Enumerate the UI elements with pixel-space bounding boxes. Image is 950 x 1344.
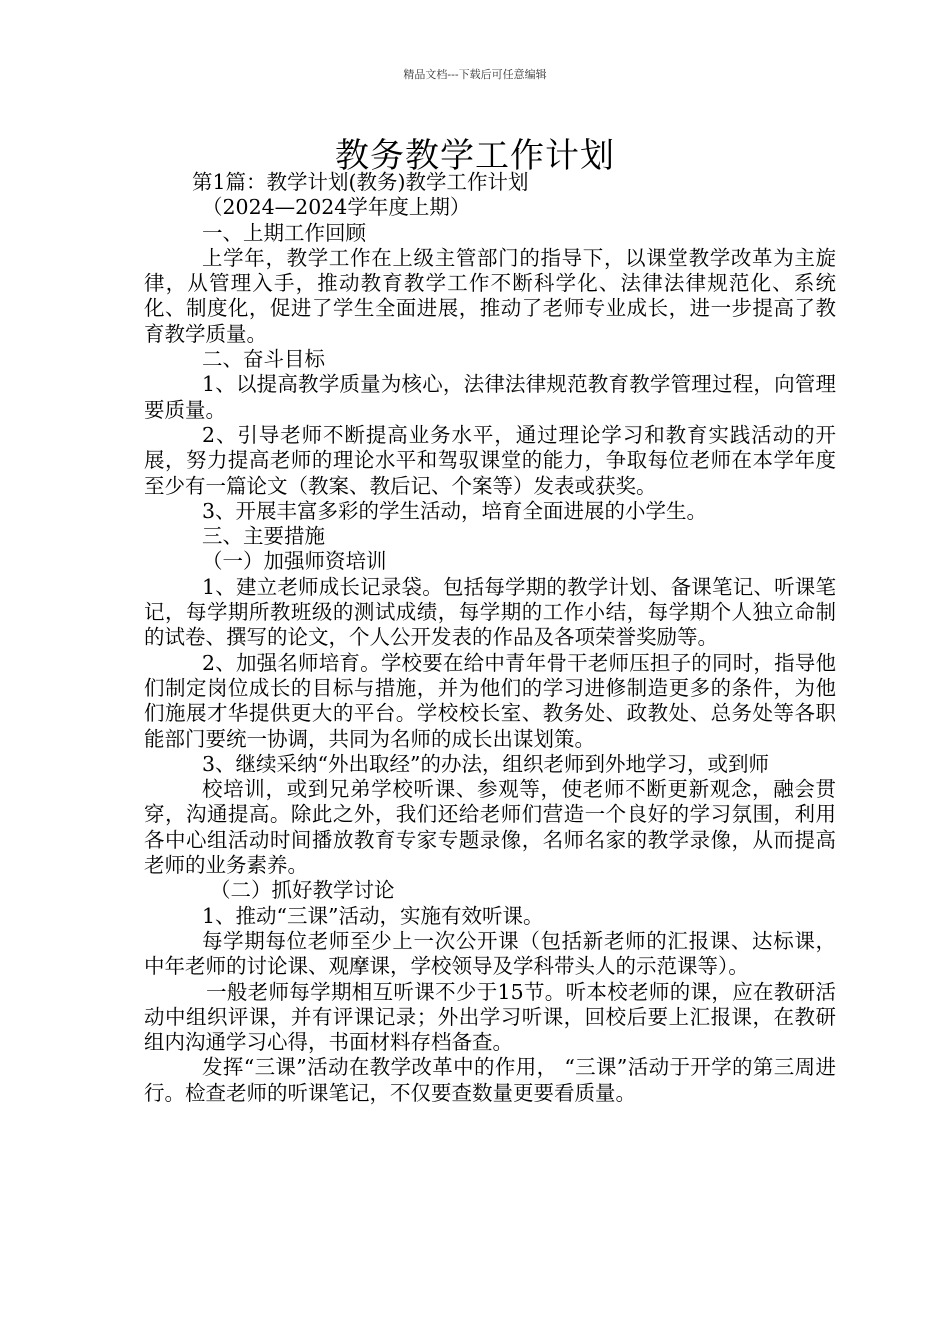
- paragraph: 1、以提高教学质量为核心，法律法律规范教育教学管理过程，向管理要质量。: [144, 372, 836, 422]
- paragraph: 1、建立老师成长记录袋。包括每学期的教学计划、备课笔记、听课笔记，每学期所教班级的测试成绩，每学期的工作小结，每学期个人独立命制的试卷、撰写的论文，个人公开发表的作品及各项荣誉奖励等。: [144, 574, 836, 650]
- paragraph: （一）加强师资培训: [202, 549, 387, 574]
- paragraph: 发挥“三课”活动在教学改革中的作用， “三课”活动于开学的第三周进行。检查老师的听课笔记，不仅要查数量更要看质量。: [144, 1055, 836, 1105]
- paragraph: 二、奋斗目标: [202, 347, 325, 372]
- paragraph: 一般老师每学期相互听课不少于15节。听本校老师的课，应在教研活动中组织评课，并有评课记录；外出学习听课，回校后要上汇报课，在教研组内沟通学习心得，书面材料存档备查。: [144, 979, 836, 1055]
- paragraph: 上学年，教学工作在上级主管部门的指导下，以课堂教学改革为主旋律，从管理入手，推动教育教学工作不断科学化、法律法律规范化、系统化、制度化，促进了学生全面进展，推动了老师专业成长，进一步提高了教育教学质量。: [144, 245, 836, 346]
- paragraph: 一、上期工作回顾: [202, 220, 366, 245]
- paragraph: 2、加强名师培育。学校要在给中青年骨干老师压担子的同时，指导他们制定岗位成长的目标与措施，并为他们的学习进修制造更多的条件，为他们施展才华提供更大的平台。学校校长室、教务处、政教处、总务处等各职能部门要统一协调，共同为名师的成长出谋划策。: [144, 650, 836, 751]
- paragraph: 3、继续采纳“外出取经”的办法，组织老师到外地学习，或到师: [202, 751, 770, 776]
- paragraph: 每学期每位老师至少上一次公开课（包括新老师的汇报课、达标课，中年老师的讨论课、观摩课，学校领导及学科带头人的示范课等）。: [144, 928, 836, 979]
- paragraph: 1、推动“三课”活动，实施有效听课。: [202, 903, 544, 928]
- paragraph: 3、开展丰富多彩的学生活动，培育全面进展的小学生。: [202, 498, 708, 523]
- paragraph: 校培训，或到兄弟学校听课、参观等，使老师不断更新观念，融会贯穿，沟通提高。除此之外，我们还给老师们营造一个良好的学习氛围，利用各中心组活动时间播放教育专家专题录像，名师名家的教学录像，从而提高老师的业务素养。: [144, 777, 836, 878]
- document-body: [144, 170, 836, 1106]
- document-title: 教务教学工作计划: [335, 136, 615, 176]
- paragraph: （2024—2024学年度上期）: [202, 195, 471, 220]
- paragraph: （二）抓好教学讨论: [210, 878, 395, 903]
- paragraph: 三、主要措施: [202, 524, 325, 549]
- page-header: 精品文档---下载后可任意编辑: [403, 68, 547, 81]
- paragraph: 第1篇：教学计划(教务)教学工作计划: [192, 170, 529, 194]
- paragraph: 2、引导老师不断提高业务水平，通过理论学习和教育实践活动的开展，努力提高老师的理论水平和驾驭课堂的能力，争取每位老师在本学年度至少有一篇论文（教案、教后记、个案等）发表或获奖。: [144, 422, 836, 498]
